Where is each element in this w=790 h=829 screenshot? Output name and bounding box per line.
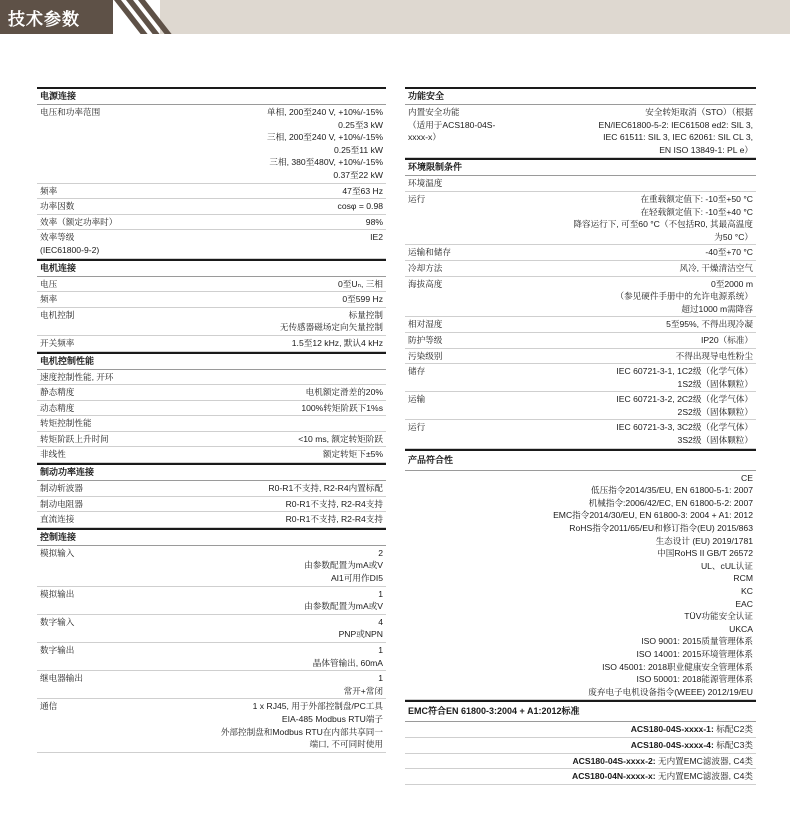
spec-label-line: 电压 <box>40 278 58 289</box>
spec-value-line: 生态设计 (EU) 2019/1781 <box>655 535 753 546</box>
spec-value-line: 安全转矩取消（STO）（根据 <box>645 107 753 117</box>
spec-label <box>40 216 117 229</box>
spec-value-line: 0.25至11 kW <box>333 144 383 155</box>
spec-label <box>40 616 74 641</box>
spec-label-line: 转矩阶跃上升时间 <box>40 433 109 444</box>
spec-value-line: 0至599 Hz <box>342 294 383 305</box>
spec-value-line: -40至+70 °C <box>705 247 753 258</box>
spec-label <box>40 185 57 198</box>
spec-value <box>298 433 383 446</box>
spec-row <box>405 392 756 420</box>
spec-row <box>37 292 386 308</box>
spec-value-line: CE <box>741 472 753 483</box>
spec-row <box>37 447 386 463</box>
spec-value-line: 98% <box>365 216 383 227</box>
spec-label-line: 运行 <box>408 422 426 433</box>
spec-label <box>40 106 100 182</box>
spec-value <box>342 293 383 306</box>
spec-label-line: (IEC61800-9-2) <box>40 244 100 255</box>
spec-value-line: UL、cUL认证 <box>700 560 753 571</box>
spec-value-line: 5至95%, 不得出现冷凝 <box>666 319 753 330</box>
spec-value <box>280 309 383 334</box>
spec-label <box>408 350 442 363</box>
spec-row <box>405 245 756 261</box>
spec-row <box>37 699 386 752</box>
spec-label <box>408 365 425 390</box>
spec-label-line: 储存 <box>408 366 426 377</box>
spec-label <box>40 278 57 291</box>
spec-value-line: 1 x RJ45, 用于外部控制盘/PC工具 <box>252 701 383 712</box>
spec-label <box>40 433 109 446</box>
spec-row <box>37 199 386 215</box>
spec-label <box>40 337 74 350</box>
spec-value-line: 外部控制盘和Modbus RTU在内部共享同一 <box>220 726 383 737</box>
spec-value <box>573 193 753 243</box>
header-banner <box>0 0 790 34</box>
spec-label <box>40 448 66 461</box>
spec-label-line: （适用于ACS180-04S- <box>408 119 496 130</box>
spec-value <box>616 421 753 446</box>
spec-value-line: 2 <box>378 547 383 558</box>
page-title: 技术参数 <box>8 10 80 29</box>
spec-label-line: 直流连接 <box>40 514 75 525</box>
spec-value <box>701 334 753 347</box>
spec-label-line: 海拔高度 <box>408 278 443 289</box>
spec-label-line: 运输 <box>408 394 426 405</box>
spec-row <box>37 336 386 352</box>
spec-value-line: 超过1000 m需降容 <box>681 303 753 314</box>
spec-value <box>339 616 383 641</box>
spec-value-line: ISO 50001: 2018能源管理体系 <box>636 674 753 685</box>
spec-value-line: 1 <box>378 588 383 599</box>
spec-row <box>37 546 386 587</box>
spec-label-line: 数字输出 <box>40 645 75 655</box>
spec-value-line <box>572 770 753 783</box>
spec-row <box>37 230 386 258</box>
model-code: ACS180-04S-xxxx-1: <box>630 724 714 735</box>
spec-label <box>40 231 99 256</box>
spec-label <box>40 309 74 334</box>
spec-value <box>301 402 383 415</box>
spec-label-line: 模拟输入 <box>40 547 75 558</box>
spec-label-line: 制动电阻器 <box>40 498 83 509</box>
section-heading: 控制连接 <box>37 528 386 546</box>
spec-value-line: 1S2级（固体颗粒） <box>677 378 753 389</box>
spec-value-line: 在轻载额定值下: -10至+40 °C <box>640 206 753 217</box>
spec-value-line: RCM <box>733 573 753 584</box>
spec-value <box>615 278 753 316</box>
spec-value <box>572 770 753 783</box>
spec-row <box>37 643 386 671</box>
spec-value-line <box>572 755 753 768</box>
model-code: ACS180-04S-xxxx-2: <box>572 755 656 766</box>
spec-value-line: TÜV功能安全认证 <box>684 611 753 622</box>
spec-value-line: EN ISO 13849-1: PL e） <box>659 144 753 155</box>
spec-label-line: 频率 <box>40 294 58 305</box>
spec-value-line: 不得出现导电性粉尘 <box>675 350 753 361</box>
spec-value-line: IEC 61511: SIL 3, IEC 62061: SIL CL 3, <box>603 132 753 143</box>
spec-value-line: 为50 °C） <box>714 231 753 242</box>
spec-value-line: 由参数配置为mA或V <box>304 601 383 612</box>
model-code: ACS180-04S-xxxx-4: <box>630 739 714 750</box>
spec-value-line: 由参数配置为mA或V <box>304 560 383 571</box>
spec-value <box>616 393 753 418</box>
spec-value <box>366 216 383 229</box>
spec-row <box>37 370 386 386</box>
spec-label <box>40 293 57 306</box>
spec-label-line: 防护等级 <box>408 334 443 345</box>
spec-value-line: 废弃电子电机设备指令(WEEE) 2012/19/EU <box>588 686 753 697</box>
spec-value <box>666 318 753 331</box>
spec-label <box>408 193 425 243</box>
spec-label-line: 效率（额定功率时） <box>40 216 118 227</box>
section-heading: 电源连接 <box>37 87 386 105</box>
spec-value-line: R0-R1不支持, R2-R4支持 <box>285 498 383 509</box>
spec-value-line: RoHS指令2011/65/EU和修订指令(EU) 2015/863 <box>569 523 753 534</box>
spec-label-line: 冷却方法 <box>408 262 443 273</box>
spec-value <box>323 448 383 461</box>
spec-row <box>37 497 386 513</box>
left-spec-column <box>37 87 386 753</box>
spec-row <box>37 481 386 497</box>
spec-label <box>40 402 74 415</box>
spec-value-line: IE2 <box>370 232 383 243</box>
spec-label-line: 静态精度 <box>40 387 75 398</box>
spec-value <box>705 246 753 259</box>
spec-label <box>40 498 83 511</box>
spec-label <box>408 318 442 331</box>
section-heading: 制动功率连接 <box>37 463 386 481</box>
spec-value-line: 机械指令:2006/42/EC, EN 61800-5-2: 2007 <box>588 497 753 508</box>
section-heading: 产品符合性 <box>405 449 756 471</box>
spec-value-line: 1.5至12 kHz, 默认4 kHz <box>291 337 383 348</box>
spec-value-line: 单相, 200至240 V, +10%/-15% <box>266 107 383 117</box>
spec-label <box>408 278 442 316</box>
spec-value-line: cosφ = 0.98 <box>337 201 383 212</box>
section-heading: 电机控制性能 <box>37 352 386 370</box>
spec-label-line: 相对湿度 <box>408 319 443 330</box>
spec-row <box>37 432 386 448</box>
spec-value-line: 100%转矩阶跃下1%s <box>301 402 383 413</box>
spec-row <box>37 671 386 699</box>
spec-value-line: IEC 60721-3-2, 2C2级（化学气体） <box>616 394 753 405</box>
spec-value <box>408 472 753 699</box>
banner-title-block <box>0 0 113 34</box>
spec-label <box>40 644 74 669</box>
spec-label-line: 制动斩波器 <box>40 483 83 494</box>
spec-label <box>408 246 451 259</box>
spec-value-line: 在重载额定值下: -10至+50 °C <box>640 193 753 204</box>
spec-label-line: 继电器输出 <box>40 673 83 684</box>
spec-value-line: AI1可用作DI5 <box>330 573 383 584</box>
spec-label <box>408 262 442 275</box>
spec-value-line: 晶体管输出, 60mA <box>312 657 383 668</box>
spec-value-line: 三相, 380至480V, +10%/-15% <box>269 157 383 168</box>
model-class: 无内置EMC滤波器, C4类 <box>657 755 753 766</box>
spec-value <box>304 588 383 613</box>
spec-label-line: 功率因数 <box>40 201 75 212</box>
spec-label-line: 通信 <box>40 701 58 712</box>
spec-value <box>267 106 383 182</box>
section-heading: 功能安全 <box>405 87 756 105</box>
spec-label <box>408 393 425 418</box>
spec-value-line: 3S2级（固体颗粒） <box>677 435 753 446</box>
spec-row <box>37 512 386 528</box>
spec-row <box>405 317 756 333</box>
spec-value <box>304 547 383 585</box>
spec-value-line: 0.25至3 kW <box>338 119 383 130</box>
spec-value <box>599 106 753 156</box>
spec-label <box>40 700 57 750</box>
spec-value-line: 降容运行下, 可至60 °C（不包括R0, 其最高温度 <box>573 219 753 230</box>
spec-row <box>405 471 756 701</box>
spec-label <box>408 421 425 446</box>
spec-label-line: 污染级别 <box>408 350 443 361</box>
model-code: ACS180-04N-xxxx-x: <box>572 771 656 782</box>
spec-value-line: 0.37至22 kW <box>333 169 383 180</box>
spec-label-line: 环境温度 <box>408 178 443 189</box>
spec-value-line: ISO 45001: 2018职业健康安全管理体系 <box>602 661 753 672</box>
spec-value-line: 风冷, 干燥清洁空气 <box>679 262 753 273</box>
spec-value-line: ISO 9001: 2015质量管理体系 <box>641 636 753 647</box>
spec-value <box>679 262 753 275</box>
spec-row <box>37 615 386 643</box>
spec-label <box>40 482 83 495</box>
spec-label-line: 转矩控制性能 <box>40 418 92 429</box>
spec-value <box>338 278 383 291</box>
spec-row <box>37 215 386 231</box>
section-heading: 环境限制条件 <box>405 158 756 176</box>
spec-label <box>40 513 74 526</box>
spec-value-line <box>631 739 753 752</box>
spec-value <box>286 513 383 526</box>
spec-label-line: 内置安全功能 <box>408 107 460 117</box>
spec-row <box>405 754 756 770</box>
spec-row <box>37 184 386 200</box>
spec-row <box>405 105 756 158</box>
spec-row <box>37 401 386 417</box>
spec-row <box>405 349 756 365</box>
spec-value <box>286 498 383 511</box>
spec-value <box>268 482 383 495</box>
spec-value <box>342 185 383 198</box>
spec-label <box>408 106 495 156</box>
spec-value-line: EN/IEC61800-5-2: IEC61508 ed2: SIL 3, <box>598 119 753 130</box>
spec-value-line: 无传感器磁场定向矢量控制 <box>279 322 383 333</box>
spec-row <box>37 416 386 432</box>
spec-value <box>616 365 753 390</box>
spec-row <box>405 333 756 349</box>
spec-value-line: R0-R1不支持, R2-R4内置标配 <box>268 483 383 494</box>
spec-label <box>40 417 92 430</box>
spec-value <box>676 350 753 363</box>
spec-value-line: 0至2000 m <box>710 278 753 289</box>
spec-label-line: 速度控制性能, 开环 <box>40 371 114 382</box>
spec-value-line: EAC <box>735 598 753 609</box>
section-heading: EMC符合EN 61800-3:2004 + A1:2012标准 <box>405 700 756 722</box>
spec-label-line: 频率 <box>40 185 58 196</box>
spec-label-line: 运输和储存 <box>408 247 451 258</box>
spec-value-line: 端口, 不可同时使用 <box>309 739 383 750</box>
spec-row <box>37 277 386 293</box>
spec-label-line: 数字输入 <box>40 616 75 627</box>
spec-value-line: UKCA <box>729 623 753 634</box>
spec-value <box>338 200 383 213</box>
spec-label <box>40 371 114 384</box>
spec-value-line: IEC 60721-3-3, 3C2级（化学气体） <box>616 422 753 433</box>
spec-label-line: xxxx-x） <box>408 132 441 143</box>
spec-value-line: EIA-485 Modbus RTU端子 <box>281 713 383 724</box>
model-class: 无内置EMC滤波器, C4类 <box>657 771 753 782</box>
spec-value <box>370 231 383 256</box>
spec-value-line: ISO 14001: 2015环境管理体系 <box>636 648 753 659</box>
spec-value-line: 低压指令2014/35/EU, EN 61800-5-1: 2007 <box>591 485 753 496</box>
spec-value-line: 2S2级（固体颗粒） <box>677 406 753 417</box>
spec-row <box>37 385 386 401</box>
right-spec-column <box>405 87 756 785</box>
spec-row <box>405 364 756 392</box>
spec-label-line: 开关频率 <box>40 337 75 348</box>
spec-value-line: 0至Uₙ, 三相 <box>338 278 383 289</box>
banner-light-bar <box>160 0 790 34</box>
spec-label-line: 效率等级 <box>40 232 75 243</box>
spec-value-line: 电机额定滑差的20% <box>305 387 383 398</box>
spec-label <box>408 334 442 347</box>
spec-label-line: 动态精度 <box>40 402 75 413</box>
spec-value-line: PNP或NPN <box>338 629 383 640</box>
spec-row <box>405 420 756 448</box>
spec-value <box>306 386 383 399</box>
spec-label <box>40 200 74 213</box>
spec-value-line: EMC指令2014/30/EU, EN 61800-3: 2004 + A1: 2012 <box>553 510 753 521</box>
spec-value-line: 中国RoHS II GB/T 26572 <box>657 548 753 559</box>
model-class: 标配C2类 <box>716 724 753 735</box>
spec-value <box>292 337 383 350</box>
spec-value <box>221 700 383 750</box>
spec-label <box>40 386 74 399</box>
model-class: 标配C3类 <box>716 739 753 750</box>
spec-row <box>37 587 386 615</box>
spec-label-line: 运行 <box>408 193 426 204</box>
spec-row <box>37 308 386 336</box>
spec-row <box>405 176 756 192</box>
spec-label-line: 电压和功率范围 <box>40 107 101 117</box>
spec-value <box>572 755 753 768</box>
spec-value-line: IEC 60721-3-1, 1C2级（化学气体） <box>616 366 753 377</box>
spec-row <box>405 722 756 738</box>
spec-value <box>313 644 383 669</box>
spec-row <box>405 261 756 277</box>
spec-value-line: R0-R1不支持, R2-R4支持 <box>285 514 383 525</box>
spec-value-line: 三相, 200至240 V, +10%/-15% <box>266 132 383 143</box>
spec-label-line: 模拟输出 <box>40 588 75 599</box>
spec-value-line: <10 ms, 额定转矩阶跃 <box>298 433 383 444</box>
spec-label-line: 非线性 <box>40 449 66 460</box>
spec-row <box>37 105 386 184</box>
section-heading: 电机连接 <box>37 259 386 277</box>
spec-value-line: IP20（标准） <box>700 334 753 345</box>
spec-label-line: 电机控制 <box>40 309 75 320</box>
spec-label <box>408 177 442 190</box>
spec-row <box>405 769 756 785</box>
spec-value-line: 常开+常闭 <box>343 685 383 696</box>
spec-row <box>405 192 756 245</box>
spec-value <box>631 739 753 752</box>
spec-value-line <box>631 723 753 736</box>
spec-value-line: 1 <box>378 645 383 655</box>
spec-row <box>405 277 756 318</box>
spec-label <box>40 588 74 613</box>
spec-row <box>405 738 756 754</box>
spec-value-line: 47至63 Hz <box>342 185 383 196</box>
spec-value <box>344 672 383 697</box>
spec-value-line: 标量控制 <box>348 309 383 320</box>
spec-value-line: 额定转矩下±5% <box>322 449 383 460</box>
spec-value-line: KC <box>741 586 753 596</box>
spec-value-line: 1 <box>378 673 383 684</box>
spec-value <box>631 723 753 736</box>
spec-value-line: （参见硬件手册中的允许电源系统） <box>615 291 753 302</box>
spec-label <box>40 547 74 585</box>
spec-label <box>40 672 83 697</box>
spec-value-line: 4 <box>378 616 383 627</box>
